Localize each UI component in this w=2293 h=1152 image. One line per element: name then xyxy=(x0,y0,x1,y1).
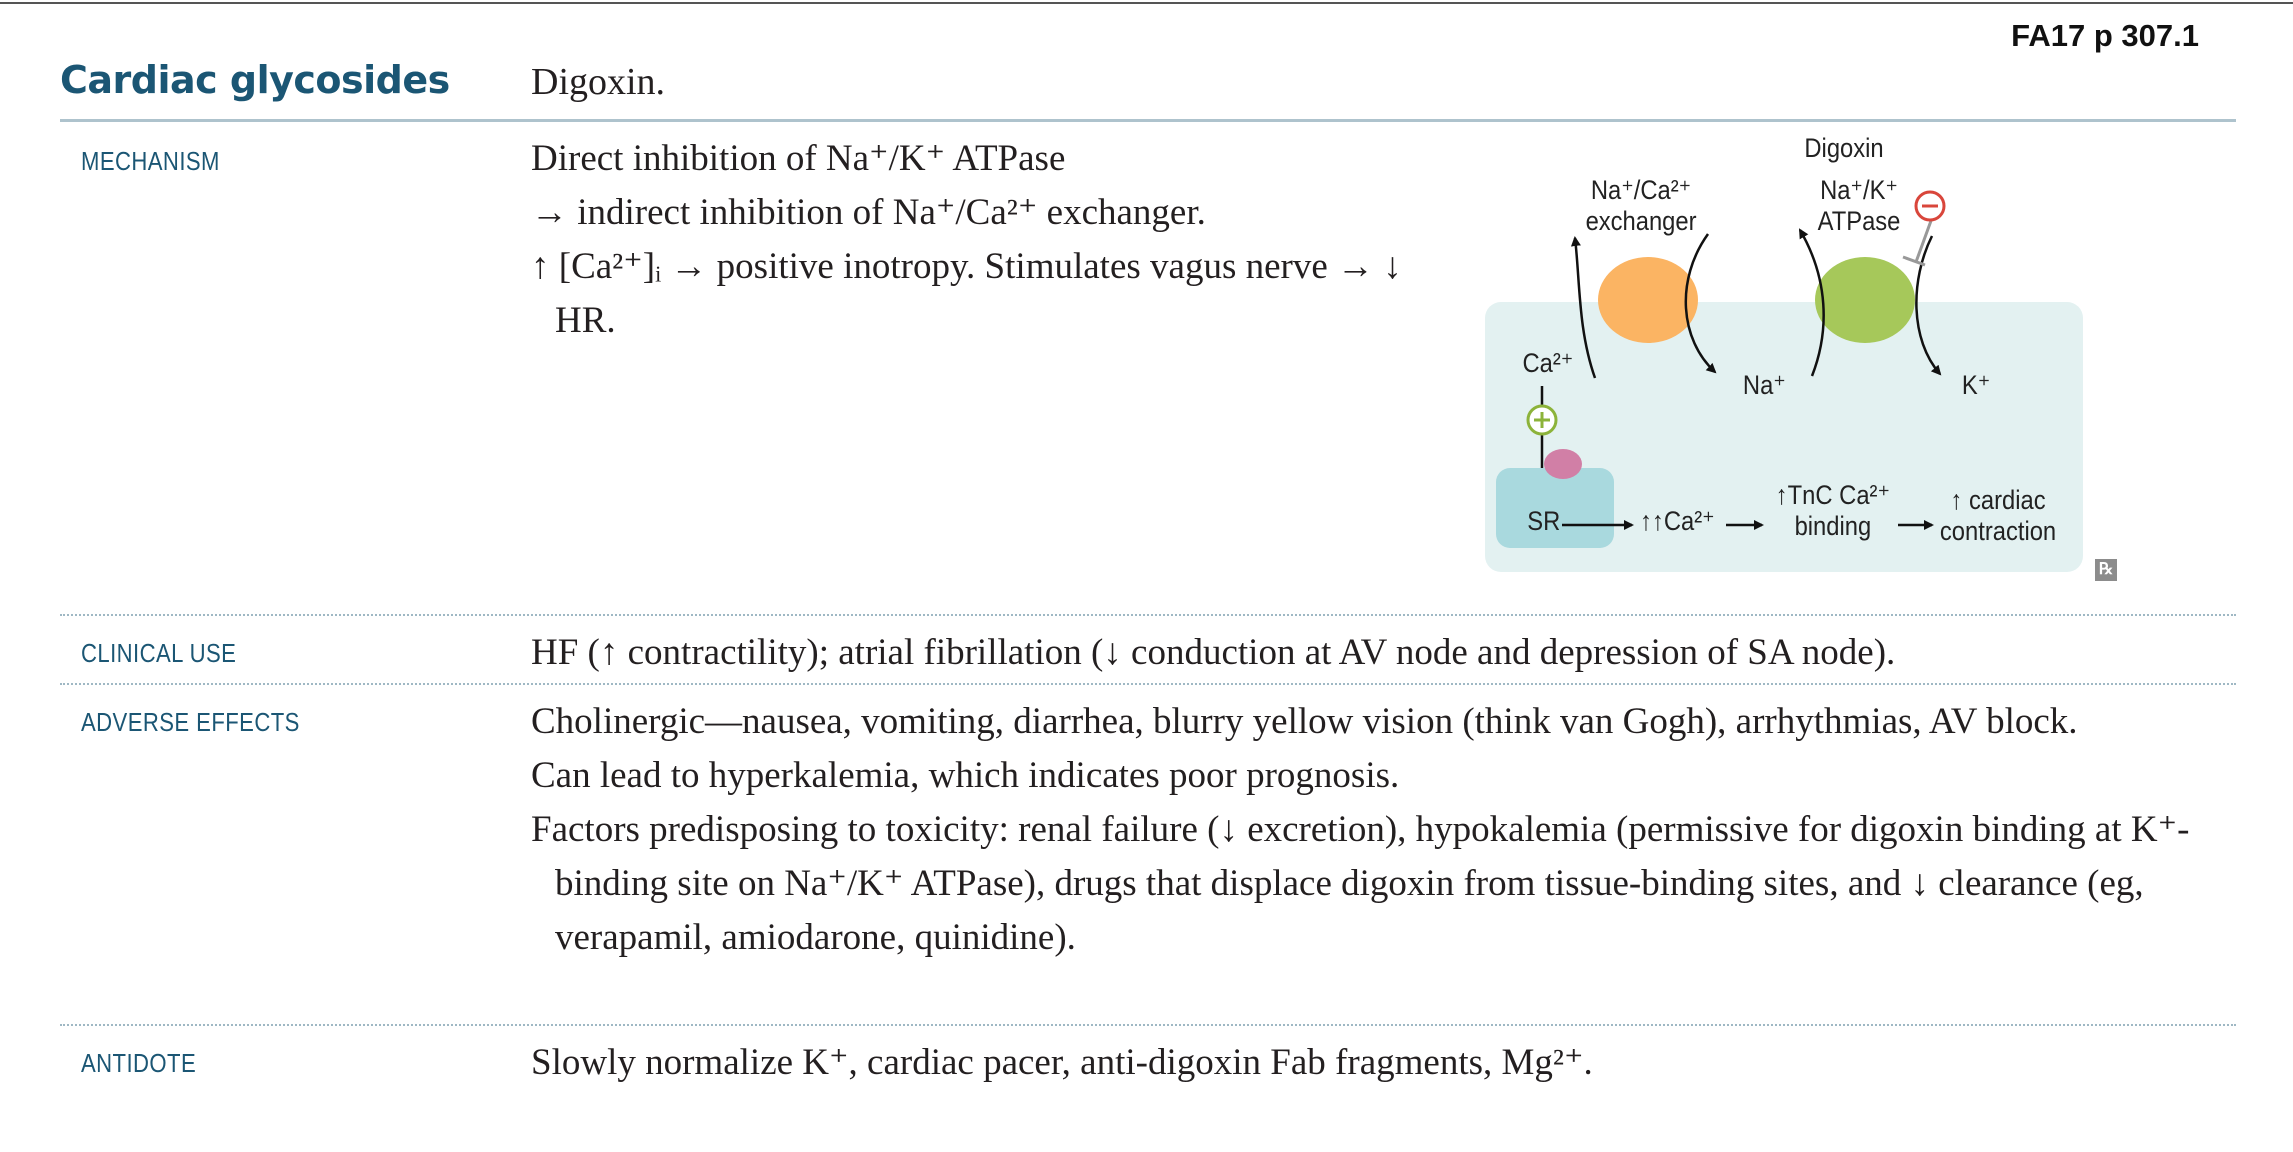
ca-increase-label: ↑↑Ca²⁺ xyxy=(1640,506,1715,536)
clinical-use-text xyxy=(531,626,2211,680)
antidote-label: ANTIDOTE xyxy=(81,1048,197,1078)
rx-icon: ℞ xyxy=(2095,559,2117,581)
antidote-text xyxy=(531,1036,2211,1090)
na-ca-exchanger-shape xyxy=(1598,257,1698,343)
title-divider xyxy=(60,119,2236,122)
top-rule xyxy=(0,2,2293,4)
antidote-line: Slowly normalize K⁺, cardiac pacer, anti-digoxin Fab fragments, Mg²⁺. xyxy=(531,1042,1593,1083)
k-label: K⁺ xyxy=(1961,370,1991,400)
clinical-use-label: CLINICAL USE xyxy=(81,638,237,668)
mechanism-label: MECHANISM xyxy=(81,146,220,176)
adverse-effects-p3: Factors predisposing to toxicity: renal failure (↓ excretion), hypokalemia (permissive for digoxin binding at K⁺-binding site on Na⁺/K⁺ ATPase), drugs that displace digoxin from tissue-binding sites, and ↓ clearance (eg, verapamil, amiodarone, quinidine). xyxy=(531,809,2190,958)
digoxin-mechanism-diagram xyxy=(1470,130,2130,590)
adverse-effects-p1: Cholinergic—nausea, vomiting, diarrhea, blurry yellow vision (think van Gogh), arrhythmias, AV block. xyxy=(531,701,2078,742)
page-reference: FA17 p 307.1 xyxy=(2011,18,2199,53)
na-label: Na⁺ xyxy=(1742,370,1786,400)
ca-label: Ca²⁺ xyxy=(1522,348,1574,378)
mechanism-line-3: ↑ [Ca²⁺]ᵢ → positive inotropy. Stimulates vagus nerve → ↓ HR. xyxy=(531,246,1402,341)
mechanism-line-1: Direct inhibition of Na⁺/K⁺ ATPase xyxy=(531,138,1066,179)
divider-1 xyxy=(60,614,2236,616)
section-title: Cardiac glycosides xyxy=(60,58,450,102)
exchanger-label: Na⁺/Ca²⁺ exchanger xyxy=(1585,175,1697,236)
adverse-effects-p2: Can lead to hyperkalemia, which indicates poor prognosis. xyxy=(531,755,1400,796)
tnc-binding-label: ↑TnC Ca²⁺ binding xyxy=(1775,480,1890,541)
divider-2 xyxy=(60,683,2236,685)
adverse-effects-text xyxy=(531,695,2221,965)
section-subtitle: Digoxin. xyxy=(531,61,666,103)
sr-label: SR xyxy=(1527,506,1561,536)
cardiac-contraction-label: ↑ cardiac contraction xyxy=(1939,485,2057,546)
ryanodine-receptor-shape xyxy=(1544,449,1582,479)
mechanism-text xyxy=(531,132,1411,348)
atpase-label: Na⁺/K⁺ ATPase xyxy=(1817,175,1901,236)
divider-3 xyxy=(60,1024,2236,1026)
digoxin-label: Digoxin xyxy=(1804,133,1884,163)
mechanism-line-2: → indirect inhibition of Na⁺/Ca²⁺ exchanger. xyxy=(531,192,1206,233)
na-k-atpase-shape xyxy=(1815,257,1915,343)
clinical-use-line: HF (↑ contractility); atrial fibrillation (↓ conduction at AV node and depression of SA node). xyxy=(531,632,1896,673)
adverse-effects-label: ADVERSE EFFECTS xyxy=(81,707,300,737)
